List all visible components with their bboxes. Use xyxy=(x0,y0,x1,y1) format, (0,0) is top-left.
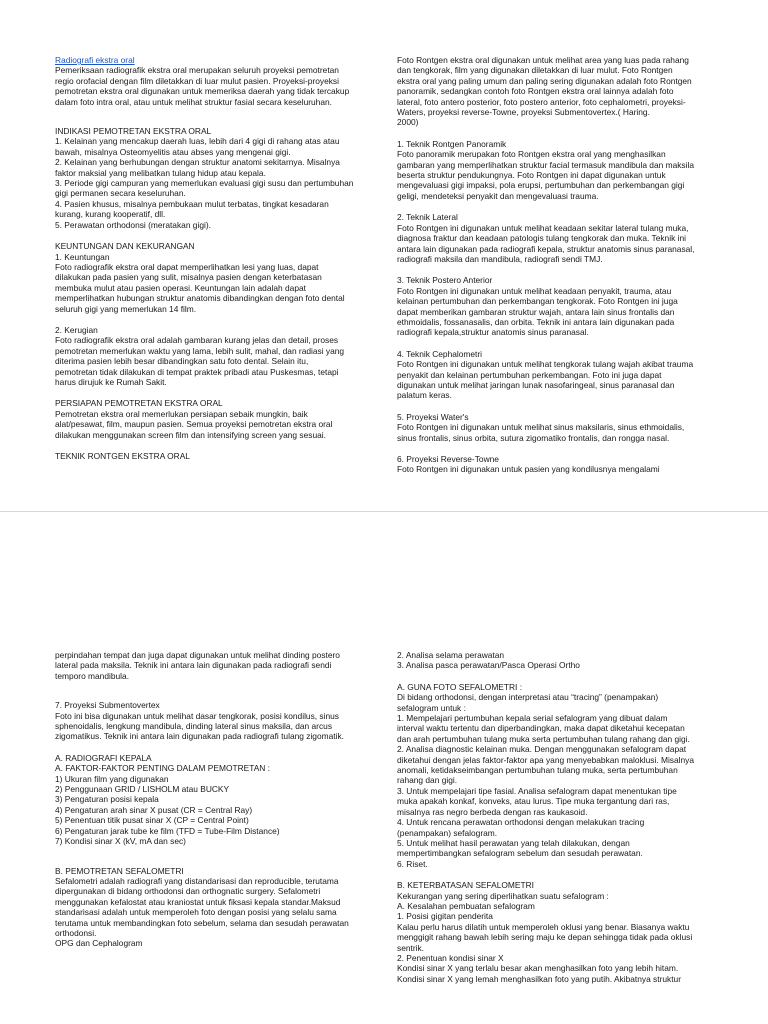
section-title-link[interactable]: Radiografi ekstra oral xyxy=(55,55,135,65)
text-line: 5. Proyeksi Water's xyxy=(397,411,469,422)
text-line: (penampakan) sefalogram. xyxy=(397,827,498,838)
text-line: diterima pasien lebih besar dibandingkan satu foto dental. Selain itu, xyxy=(55,356,309,367)
text-line: 4) Pengaturan arah sinar X pusat (CR = Central Ray) xyxy=(55,804,253,815)
text-line: digunakan untuk melihat jaringan lunak nasofaringeal, sinus paranasal dan xyxy=(397,379,675,390)
text-line: pemotretan tidak dilakukan di tempat praktek pribadi atau Puskesmas, tetapi xyxy=(55,366,339,377)
section xyxy=(55,241,377,314)
text-line: geligi, mendeteksi penyakit dan mengevaluasi trauma. xyxy=(397,190,599,201)
section-heading: PERSIAPAN PEMOTRETAN EKSTRA ORAL xyxy=(55,398,223,409)
text-line: antara lain digunakan pada radiografi kepala, struktur anatomis sinus paranasal, xyxy=(397,243,695,254)
text-line: dipergunakan di bidang orthodonsi dan orthognatic surgery. Sefalometri xyxy=(55,886,321,897)
text-line: pemotretan ekstra oral digunakan untuk memeriksa daerah yang tidak tercakup xyxy=(55,86,350,97)
section xyxy=(55,126,377,230)
text-line: B. PEMOTRETAN SEFALOMETRI xyxy=(55,865,184,876)
text-line: 5) Penentuan titik pusat sinar X (CP = Central Point) xyxy=(55,815,249,826)
paragraph xyxy=(55,650,377,681)
text-line: Kalau perlu harus dilatih untuk memperoleh oklusi yang benar. Biasanya waktu xyxy=(397,921,690,932)
paragraph xyxy=(397,139,719,201)
text-line: B. KETERBATASAN SEFALOMETRI xyxy=(397,880,534,891)
section xyxy=(55,398,377,440)
text-line: penyakit dan kelainan pertumbuhan perkembangan. Foto ini juga dapat xyxy=(397,369,662,380)
text-line: Waters, proyeksi reverse-Towne, proyeksi Submentovertex.( Haring. xyxy=(397,107,650,118)
text-line: dapat memberikan gambaran struktur wajah, antara lain sinus frontalis dan xyxy=(397,306,675,317)
text-line: 5. Perawatan orthodonsi (meratakan gigi). xyxy=(55,219,211,230)
text-line: alat/pesawat, film, maupun pasien. Semua proyeksi pemotretan ekstra oral xyxy=(55,419,333,430)
text-line: 3. Teknik Postero Anterior xyxy=(397,275,493,286)
text-line: menggigit rahang bawah lebih sering maju ke depan sehingga tidak pada oklusi xyxy=(397,932,693,943)
text-line: dilakukan pada pasien yang sulit, misalnya pasien dengan keterbatasan xyxy=(55,272,322,283)
text-line: standarisasi adalah untuk memperoleh foto dengan posisi yang selalu sama xyxy=(55,907,337,918)
text-line: 3. Periode gigi campuran yang memerlukan evaluasi gigi susu dan pertumbuhan xyxy=(55,178,354,189)
text-line: ethmoidalis, fossanasalis, dan orbita. Teknik ini antara lain digunakan pada xyxy=(397,316,675,327)
text-line: 4. Pasien khusus, misalnya pembukaan mulut terbatas, tingkat kesadaran xyxy=(55,198,329,209)
paragraph xyxy=(397,212,719,264)
text-line: sefalogram untuk : xyxy=(397,702,466,713)
text-line: 7. Proyeksi Submentovertex xyxy=(55,700,160,711)
text-line: 2. Kerugian xyxy=(55,324,98,335)
page-2-right-column xyxy=(397,650,719,995)
text-line: pemotretan memerlukan waktu yang lama, lebih sulit, mahal, dan radiasi yang xyxy=(55,345,345,356)
section-heading: TEKNIK RONTGEN EKSTRA ORAL xyxy=(55,451,190,461)
text-line: 2000) xyxy=(397,117,419,128)
text-line: 3. Untuk mempelajari tipe fasial. Analisa sefalogram dapat menentukan tipe xyxy=(397,785,677,796)
text-line: membuka mulut atau pasien operasi. Keuntungan lain adalah dapat xyxy=(55,282,306,293)
text-line: Foto radiografik ekstra oral adalah gambaran kurang jelas dan detail, proses xyxy=(55,335,339,346)
text-line: bawah, misalnya Osteomyelitis atau abses yang mengenai gigi. xyxy=(55,146,291,157)
paragraph xyxy=(397,275,719,337)
text-line: temporo mandibula. xyxy=(55,670,130,681)
text-line: diketahui dengan jelas faktor-faktor apa yang menyebabkan maloklusi. Misalnya xyxy=(397,754,695,765)
text-line: memperlihatkan hubungan struktur anatomis dibandingkan dengan foto dental xyxy=(55,293,345,304)
text-line: dan tengkorak, film yang digunakan diletakkan di luar mulut. Foto Rontgen xyxy=(397,65,673,76)
text-line: diagnosa fraktur dan keadaan patologis tulang tengkorak dan muka. Teknik ini xyxy=(397,233,686,244)
text-line: faktor maksial yang melibatkan tulang hidup atau kepala. xyxy=(55,167,266,178)
text-line: Kekurangan yang sering diperlihatkan suatu sefalogram : xyxy=(397,890,609,901)
text-line: A. RADIOGRAFI KEPALA xyxy=(55,752,152,763)
text-line: 1. Kelainan yang mencakup daerah luas, lebih dari 4 gigi di rahang atas atau xyxy=(55,136,340,147)
text-line: Foto Rontgen ini digunakan untuk melihat sinus maksilaris, sinus ethmoidalis, xyxy=(397,422,685,433)
text-line: 6. Riset. xyxy=(397,858,428,869)
paragraph xyxy=(397,880,719,984)
text-line: dalam foto intra oral, atau untuk melihat struktur fasial secara keseluruhan. xyxy=(55,96,332,107)
page-2-left-column xyxy=(55,650,377,960)
section xyxy=(55,451,377,461)
text-line: sinus frontalis, sinus orbita, sutura zigomatiko frontalis, dan rongga nasal. xyxy=(397,432,670,443)
section-heading: KEUNTUNGAN DAN KEKURANGAN xyxy=(55,241,195,252)
text-line: 3) Pengaturan posisi kepala xyxy=(55,794,159,805)
section-heading: INDIKASI PEMOTRETAN EKSTRA ORAL xyxy=(55,126,212,137)
text-line: 2. Kelainan yang berhubungan dengan struktur anatomi sekitarnya. Misalnya xyxy=(55,157,340,168)
text-line: 1. Keuntungan xyxy=(55,251,110,262)
text-line: Foto panoramik merupakan foto Rontgen ekstra oral yang menghasilkan xyxy=(397,149,666,160)
text-line: 1. Mempelajari pertumbuhan kepala serial sefalogram yang dibuat dalam xyxy=(397,713,668,724)
text-line: lateral pada maksila. Teknik ini antara lain digunakan pada radiografi sendi xyxy=(55,660,332,671)
text-line: mempertimbangkan sefalogram sebelum dan sesudah perawatan. xyxy=(397,848,643,859)
paragraph xyxy=(55,700,377,742)
text-line: Di bidang orthodonsi, dengan interpretasi atau “tracing” (penampakan) xyxy=(397,692,659,703)
text-line: sphenoidalis, lengkung mandibula, dinding lateral sinus maksila, dan arcus xyxy=(55,721,333,732)
document-page-2 xyxy=(0,512,768,1024)
text-line: Foto Rontgen ini digunakan untuk melihat keadaan penyakit, trauma, atau xyxy=(397,285,672,296)
paragraph xyxy=(55,325,377,387)
text-line: radiografi kepala,struktur anatomis sinus paranasal. xyxy=(397,327,589,338)
text-line: Pemotretan ekstra oral memerlukan persiapan sebaik mungkin, baik xyxy=(55,408,308,419)
text-line: Kondisi sinar X yang terlalu besar akan menghasilkan foto yang lebih hitam. xyxy=(397,963,679,974)
spacer xyxy=(55,858,377,866)
paragraph xyxy=(397,682,719,869)
text-line: harus dirujuk ke Rumah Sakit. xyxy=(55,376,167,387)
text-line: 6) Pengaturan jarak tube ke film (TFD = Tube-Film Distance) xyxy=(55,825,280,836)
text-line: Sefalometri adalah radiografi yang distandarisasi dan reproducible, terutama xyxy=(55,875,339,886)
text-line: regio orofacial dengan film diletakkan di luar mulut pasien. Proyeksi-proyeksi xyxy=(55,75,339,86)
text-line: 2. Penentuan kondisi sinar X xyxy=(397,952,504,963)
paragraph xyxy=(55,55,377,107)
text-line: 2. Analisa selama perawatan xyxy=(397,650,505,660)
text-line: Foto Rontgen ini digunakan untuk melihat tengkorak tulang wajah akibat trauma xyxy=(397,359,694,370)
text-line: 2) Penggunaan GRID / LISHOLM atau BUCKY xyxy=(55,784,230,795)
text-line: kelainan pertumbuhan dan perkembangan tengkorak. Foto Rontgen ini juga xyxy=(397,296,678,307)
paragraph xyxy=(55,866,377,949)
text-line: radiografi maksila dan mandibula, radiografi sendi TMJ. xyxy=(397,253,603,264)
text-line: 1. Teknik Rontgen Panoramik xyxy=(397,138,507,149)
text-line: 4. Untuk rencana perawatan orthodonsi dengan melakukan tracing xyxy=(397,817,645,828)
text-line: gambaran yang memperlihatkan struktur facial termasuk mandibula dan maksila xyxy=(397,159,694,170)
text-line: OPG dan Cephalogram xyxy=(55,938,143,949)
spacer xyxy=(55,118,377,126)
text-line: 4. Teknik Cephalometri xyxy=(397,348,483,359)
text-line: mengevaluasi gigi impaksi, pola erupsi, pertumbuhan dan perkembangan gigi xyxy=(397,180,685,191)
text-line: perpindahan tempat dan juga dapat digunakan untuk melihat dinding postero xyxy=(55,650,340,660)
text-line: Foto radiografik ekstra oral dapat memperlihatkan lesi yang luas, dapat xyxy=(55,261,319,272)
paragraph xyxy=(397,412,719,443)
text-line: 1. Posisi gigitan penderita xyxy=(397,911,493,922)
text-line: Foto ini bisa digunakan untuk melihat dasar tengkorak, posisi kondilus, sinus xyxy=(55,710,339,721)
text-line: palatum keras. xyxy=(397,390,452,401)
page-1-left-column xyxy=(55,55,377,472)
text-line: rahang dan gigi. xyxy=(397,775,458,786)
text-line: orthodonsi. xyxy=(55,927,97,938)
text-line: seluruh gigi yang memerlukan 14 film. xyxy=(55,303,197,314)
text-line: dan arah pertumbuhan tulang muka serta pertumbuhan tulang rahang dan gigi. xyxy=(397,733,690,744)
text-line: 1) Ukuran film yang digunakan xyxy=(55,773,169,784)
text-line: Foto Rontgen ini digunakan untuk melihat keadaan sekitar lateral tulang muka, xyxy=(397,222,689,233)
text-line: menggunakan kefalostat atau kraniostat untuk fiksasi kepala standar.Maksud xyxy=(55,896,341,907)
text-line: 5. Untuk melihat hasil perawatan yang telah dilakukan, dengan xyxy=(397,837,630,848)
text-line: misalnya ras negro berbeda dengan ras kaukasoid. xyxy=(397,806,588,817)
text-line: Kondisi sinar X yang lemah menghasilkan foto yang putih. Akibatnya struktur xyxy=(397,973,681,984)
text-line: interval waktu tertentu dan diperbandingkan, maka dapat diketahui kecepatan xyxy=(397,723,685,734)
text-line: sentrik. xyxy=(397,942,424,953)
text-line: 2. Analisa diagnostic kelainan muka. Dengan menggunakan sefalogram dapat xyxy=(397,744,687,755)
text-line: dilakukan menggunakan screen film dan intensifying screen yang sesuai. xyxy=(55,429,326,440)
text-line: zigomatikus. Teknik ini antara lain digunakan pada radiografi tulang zigomatik. xyxy=(55,731,344,742)
text-line: A. FAKTOR-FAKTOR PENTING DALAM PEMOTRETAN : xyxy=(55,763,270,774)
page-1-right-column xyxy=(397,55,719,486)
paragraph xyxy=(397,55,719,128)
spacer xyxy=(55,692,377,700)
text-line: Foto Rontgen ini digunakan untuk pasien yang kondilusnya mengalami xyxy=(397,464,660,475)
text-line: gigi permanen secara keseluruhan. xyxy=(55,188,186,199)
paragraph xyxy=(397,349,719,401)
text-line: panoramik, sedangkan contoh foto Rontgen ekstra oral lainnya adalah foto xyxy=(397,86,674,97)
text-line: 7) Kondisi sinar X (kV, mA dan sec) xyxy=(55,836,186,847)
text-line: anomali, ketidakseimbangan pertumbuhan tulang muka, serta pertumbuhan xyxy=(397,765,678,776)
paragraph xyxy=(397,454,719,475)
text-line: 6. Proyeksi Reverse-Towne xyxy=(397,454,499,464)
text-line: Foto Rontgen ekstra oral digunakan untuk melihat area yang luas pada rahang xyxy=(397,55,689,65)
text-line: 2. Teknik Lateral xyxy=(397,212,458,223)
text-line: 3. Analisa pasca perawatan/Pasca Operasi Ortho xyxy=(397,660,580,671)
text-line: beserta struktur pendukungnya. Foto Rontgen ini dapat digunakan untuk xyxy=(397,170,666,181)
text-line: ekstra oral yang paling umum dan paling sering digunakan adalah foto Rontgen xyxy=(397,75,692,86)
paragraph xyxy=(55,753,377,847)
text-line: lateral, foto antero posterior, foto postero anterior, foto cephalometri, proyeksi- xyxy=(397,96,686,107)
text-line: muka apakah konkaf, konveks, atau lurus. Tipe muka tergantung dari ras, xyxy=(397,796,670,807)
text-line: kurang, kurang kooperatif, dll. xyxy=(55,209,166,220)
text-line: A. GUNA FOTO SEFALOMETRI : xyxy=(397,681,523,692)
text-line: A. Kesalahan pembuatan sefalogram xyxy=(397,900,535,911)
text-line: Pemeriksaan radiografik ekstra oral merupakan seluruh proyeksi pemotretan xyxy=(55,65,339,76)
paragraph xyxy=(397,650,719,671)
text-line: terutama untuk membandingkan foto sebelum, selama dan sesudah perawatan xyxy=(55,917,349,928)
